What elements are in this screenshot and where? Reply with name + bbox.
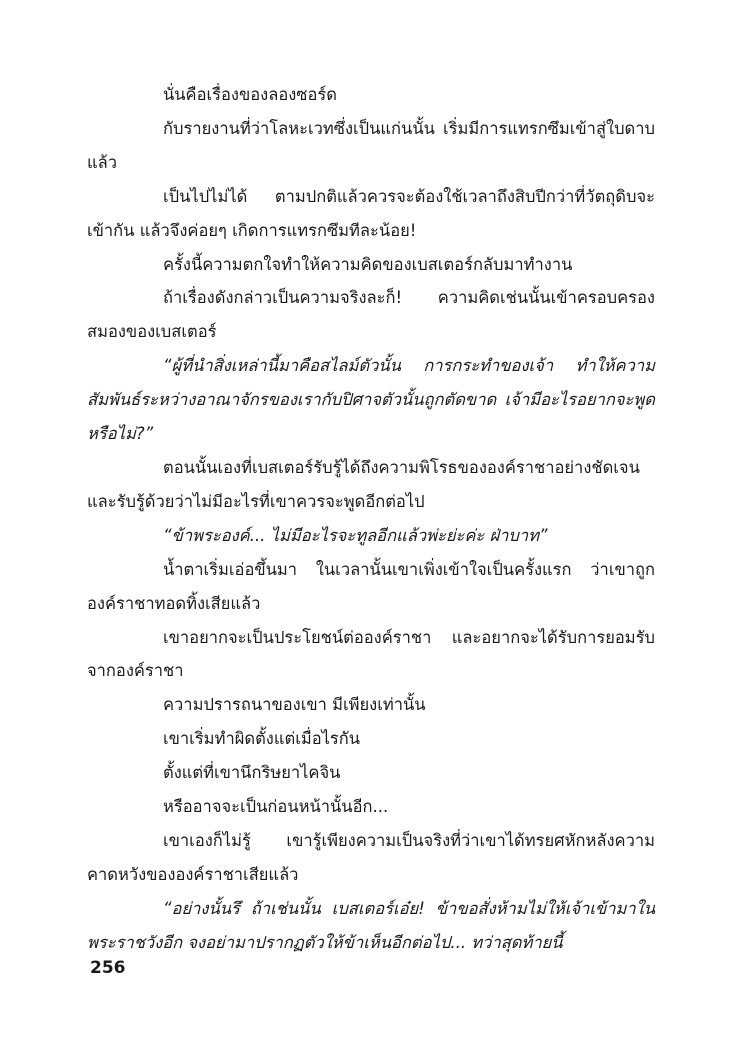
paragraph: กับรายงานที่ว่าโลหะเวทซึ่งเป็นแก่นนั้น เริ่มมีการแทรกซึมเข้าสู่ใบดาบแล้ว (87, 118, 655, 172)
paragraph: หรืออาจจะเป็นก่อนหน้านั้นอีก... (163, 797, 389, 817)
body-text (87, 78, 655, 960)
paragraph: ถ้าเรื่องดังกล่าวเป็นความจริงละก็! ความคิดเช่นนั้นเข้าครอบครองสมองของเบสเตอร์ (87, 288, 655, 342)
paragraph: ความปรารถนาของเขา มีเพียงเท่านั้น (163, 695, 426, 715)
paragraph: เขาอยากจะเป็นประโยชน์ต่อองค์ราชา และอยากจะได้รับการยอมรับจากองค์ราชา (87, 627, 655, 681)
page-number: 256 (90, 958, 126, 978)
paragraph: ตั้งแต่ที่เขานึกริษยาไคจิน (163, 763, 341, 783)
paragraph: นั่นคือเรื่องของลองซอร์ด (163, 85, 337, 104)
dialogue-paragraph: “ข้าพระองค์... ไม่มีอะไรจะทูลอีกแล้วพ่ะย่ะค่ะ ฝ่าบาท” (163, 525, 548, 545)
paragraph: เขาเองก็ไม่รู้ เขารู้เพียงความเป็นจริงที่ว่าเขาได้ทรยศหักหลังความคาดหวังขององค์ราชาเสียแล้ว (87, 830, 655, 884)
paragraph: เป็นไปไม่ได้ ตามปกติแล้วควรจะต้องใช้เวลาถึงสิบปีกว่าที่วัตถุดิบจะเข้ากัน แล้วจึงค่อยๆ เกิดการแทรกซึมทีละน้อย! (87, 186, 655, 240)
paragraph: เขาเริ่มทำผิดตั้งแต่เมื่อไรกัน (163, 729, 361, 749)
dialogue-paragraph: “อย่างนั้นรึ ถ้าเช่นนั้น เบสเตอร์เอ๋ย! ข้าขอสั่งห้ามไม่ให้เจ้าเข้ามาในพระราชวังอีก จงอย่ามาปรากฏตัวให้ข้าเห็นอีกต่อไป... ทว่าสุดท้ายนี้ (87, 898, 655, 952)
dialogue-paragraph: “ผู้ที่นำสิ่งเหล่านี้มาคือสไลม์ตัวนั้น การกระทำของเจ้า ทำให้ความสัมพันธ์ระหว่างอาณาจักรของเรากับปิศาจตัวนั้นถูกตัดขาด เจ้ามีอะไรอยากจะพูดหรือไม่?” (87, 356, 655, 444)
paragraph: ครั้งนี้ความตกใจทำให้ความคิดของเบสเตอร์กลับมาทำงาน (163, 254, 573, 274)
paragraph: ตอนนั้นเองที่เบสเตอร์รับรู้ได้ถึงความพิโรธขององค์ราชาอย่างชัดเจน และรับรู้ด้วยว่าไม่มีอะไรที่เขาควรจะพูดอีกต่อไป (87, 457, 640, 511)
paragraph: น้ำตาเริ่มเอ่อขึ้นมา ในเวลานั้นเขาเพิ่งเข้าใจเป็นครั้งแรก ว่าเขาถูกองค์ราชาทอดทิ้งเสียแล้ว (87, 559, 655, 613)
